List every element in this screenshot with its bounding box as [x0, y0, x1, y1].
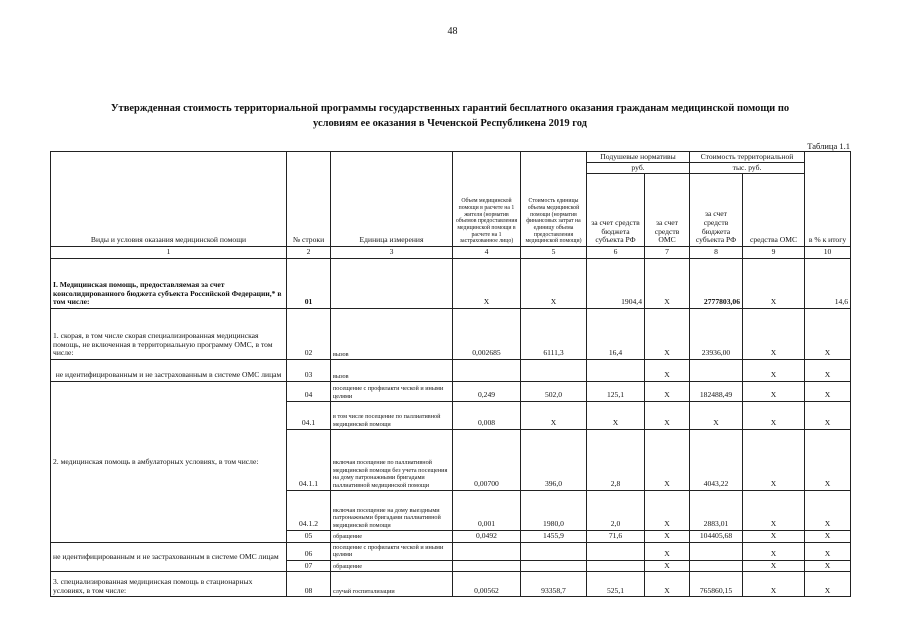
row-line-number: 04.1.1	[287, 430, 331, 491]
row-name: не идентифицированным и не застрахованным в системе ОМС лицам	[51, 360, 287, 382]
row-cell: X	[645, 491, 690, 531]
row-cell: X	[743, 309, 805, 360]
row-cell	[453, 542, 521, 560]
row-cell	[521, 542, 587, 560]
row-unit: вызов	[331, 309, 453, 360]
row-cell: X	[690, 402, 743, 430]
row-unit: вызов	[331, 360, 453, 382]
row-cell: X	[805, 491, 851, 531]
row-cell: X	[645, 430, 690, 491]
header-col-3: Единица измерения	[331, 152, 453, 247]
row-cell: X	[743, 360, 805, 382]
col-number: 2	[287, 247, 331, 259]
row-cell: X	[805, 542, 851, 560]
row-name: 3. специализированная медицинская помощь в стационарных условиях, в том числе:	[51, 572, 287, 597]
row-cell	[587, 360, 645, 382]
row-cell: X	[645, 531, 690, 543]
header-group-territorial-unit: тыс. руб.	[690, 163, 805, 174]
row-line-number: 04.1	[287, 402, 331, 430]
row-unit: обращение	[331, 560, 453, 572]
header-row-1	[51, 152, 851, 163]
row-line-number: 05	[287, 531, 331, 543]
title-line-1: Утвержденная стоимость территориальной программы государственных гарантий бесплатного оказания гражданам медицинской помощи по	[110, 103, 790, 114]
row-cell	[521, 560, 587, 572]
row-unit: посещение с профилакти ческой и иными целями	[331, 382, 453, 402]
row-cell: 23936,00	[690, 309, 743, 360]
col-number: 3	[331, 247, 453, 259]
row-cell	[587, 560, 645, 572]
header-group-territorial-cost: Стоимость территориальной	[690, 152, 805, 163]
row-cell: 0,249	[453, 382, 521, 402]
header-col-6: за счет средств бюджета субъекта РФ	[587, 174, 645, 247]
row-line-number: 03	[287, 360, 331, 382]
row-cell: 2,8	[587, 430, 645, 491]
row-name: I. Медицинская помощь, предоставляемая за счет консолидированного бюджета субъекта Российской Федерации,* в том числе:	[51, 259, 287, 309]
row-cell	[690, 560, 743, 572]
col-number: 5	[521, 247, 587, 259]
row-cell: 1455,9	[521, 531, 587, 543]
row-cell: 104405,68	[690, 531, 743, 543]
col-number: 7	[645, 247, 690, 259]
row-cell: X	[805, 402, 851, 430]
row-cell: X	[645, 572, 690, 597]
row-cell: 2,0	[587, 491, 645, 531]
title-line-2: условиям ее оказания в Чеченской Республикена 2019 год	[313, 118, 587, 129]
row-cell: X	[805, 531, 851, 543]
header-col-10: в % к итогу	[805, 152, 851, 247]
row-cell: X	[743, 402, 805, 430]
table-row	[51, 309, 851, 360]
row-cell	[690, 542, 743, 560]
table-row	[51, 572, 851, 597]
col-number: 4	[453, 247, 521, 259]
row-cell: X	[805, 430, 851, 491]
row-cell: X	[743, 259, 805, 309]
row-name: 1. скорая, в том числе скорая специализированная медицинская помощь, не включенная в территориальную программу ОМС, в том числе:	[51, 309, 287, 360]
row-cell: X	[743, 542, 805, 560]
row-cell: 6111,3	[521, 309, 587, 360]
row-cell: X	[743, 531, 805, 543]
row-cell: X	[805, 560, 851, 572]
table-row	[51, 382, 851, 402]
row-cell: 1980,0	[521, 491, 587, 531]
header-col-2: № строки	[287, 152, 331, 247]
row-line-number: 07	[287, 560, 331, 572]
row-cell: X	[743, 491, 805, 531]
row-cell	[587, 542, 645, 560]
document-title	[60, 101, 840, 131]
table-row	[51, 360, 851, 382]
row-cell	[453, 360, 521, 382]
row-cell: 0,00700	[453, 430, 521, 491]
row-cell: 14,6	[805, 259, 851, 309]
row-cell: 4043,22	[690, 430, 743, 491]
row-cell: X	[521, 402, 587, 430]
header-col-7: за счет средств ОМС	[645, 174, 690, 247]
row-cell: 0,002685	[453, 309, 521, 360]
row-cell	[453, 560, 521, 572]
row-cell	[521, 360, 587, 382]
row-cell: 2883,01	[690, 491, 743, 531]
row-name-ambulatory: 2. медицинская помощь в амбулаторных условиях, в том числе:	[51, 382, 287, 543]
row-line-number: 08	[287, 572, 331, 597]
row-cell: X	[805, 309, 851, 360]
row-cell: X	[521, 259, 587, 309]
column-numbers-row	[51, 247, 851, 259]
row-cell: X	[645, 542, 690, 560]
col-number: 10	[805, 247, 851, 259]
row-cell: X	[645, 382, 690, 402]
row-cell: X	[645, 309, 690, 360]
row-cell: X	[805, 572, 851, 597]
row-cell	[690, 360, 743, 382]
row-cell: X	[645, 360, 690, 382]
col-number: 8	[690, 247, 743, 259]
row-line-number: 01	[287, 259, 331, 309]
row-line-number: 04.1.2	[287, 491, 331, 531]
header-col-8: за счет средств бюджета субъекта РФ	[690, 174, 743, 247]
table-label: Таблица 1.1	[807, 141, 850, 151]
col-number: 1	[51, 247, 287, 259]
row-cell: 765860,15	[690, 572, 743, 597]
row-line-number: 06	[287, 542, 331, 560]
row-cell: X	[743, 560, 805, 572]
row-unit: обращение	[331, 531, 453, 543]
row-cell: X	[645, 560, 690, 572]
row-cell: X	[743, 572, 805, 597]
row-cell: 0,001	[453, 491, 521, 531]
row-unit	[331, 259, 453, 309]
page-number: 48	[447, 26, 458, 37]
row-cell: 125,1	[587, 382, 645, 402]
row-cell: 16,4	[587, 309, 645, 360]
row-cell: 0,0492	[453, 531, 521, 543]
header-col-9: средства ОМС	[743, 174, 805, 247]
header-group-per-capita-unit: руб.	[587, 163, 690, 174]
row-cell: X	[805, 382, 851, 402]
row-cell: 0,00562	[453, 572, 521, 597]
row-cell: X	[453, 259, 521, 309]
row-name-uninsured: не идентифицированным и не застрахованным в системе ОМС лицам	[51, 542, 287, 572]
row-cell: 502,0	[521, 382, 587, 402]
row-cell: 396,0	[521, 430, 587, 491]
row-cell: 93358,7	[521, 572, 587, 597]
header-col-4: Объем медицинской помощи в расчете на 1 жителя (норматив объемов предоставления медицинской помощи в расчете на 1 застрахованное лицо)	[453, 152, 521, 247]
col-number: 6	[587, 247, 645, 259]
row-cell: 71,6	[587, 531, 645, 543]
row-line-number: 02	[287, 309, 331, 360]
row-line-number: 04	[287, 382, 331, 402]
table-row	[51, 542, 851, 560]
row-cell: 1904,4	[587, 259, 645, 309]
row-unit: случай госпитализации	[331, 572, 453, 597]
row-cell: X	[743, 430, 805, 491]
row-cell: 2777803,06	[690, 259, 743, 309]
row-unit: включая посещение по паллиативной медицинской помощи без учета посещения на дому патронажными бригадами паллиативной медицинской помощи	[331, 430, 453, 491]
row-unit: включая посещение на дому выездными патронажными бригадами паллиативной медицинской помощи	[331, 491, 453, 531]
table-row	[51, 259, 851, 309]
row-unit: в том числе посещение по паллиативной медицинской помощи	[331, 402, 453, 430]
row-cell: 182488,49	[690, 382, 743, 402]
header-col-1: Виды и условия оказания медицинской помощи	[51, 152, 287, 247]
header-group-per-capita: Подушевые нормативы	[587, 152, 690, 163]
row-unit: посещение с профилакти ческой и иными целями	[331, 542, 453, 560]
col-number: 9	[743, 247, 805, 259]
row-cell: 525,1	[587, 572, 645, 597]
header-col-5: Стоимость единицы объема медицинской помощи (норматив финансовых затрат на единицу объема предоставления медицинской помощи)	[521, 152, 587, 247]
row-cell: 0,008	[453, 402, 521, 430]
row-cell: X	[805, 360, 851, 382]
row-cell: X	[645, 402, 690, 430]
row-cell: X	[587, 402, 645, 430]
cost-table	[50, 151, 851, 597]
row-cell: X	[743, 382, 805, 402]
row-cell: X	[645, 259, 690, 309]
